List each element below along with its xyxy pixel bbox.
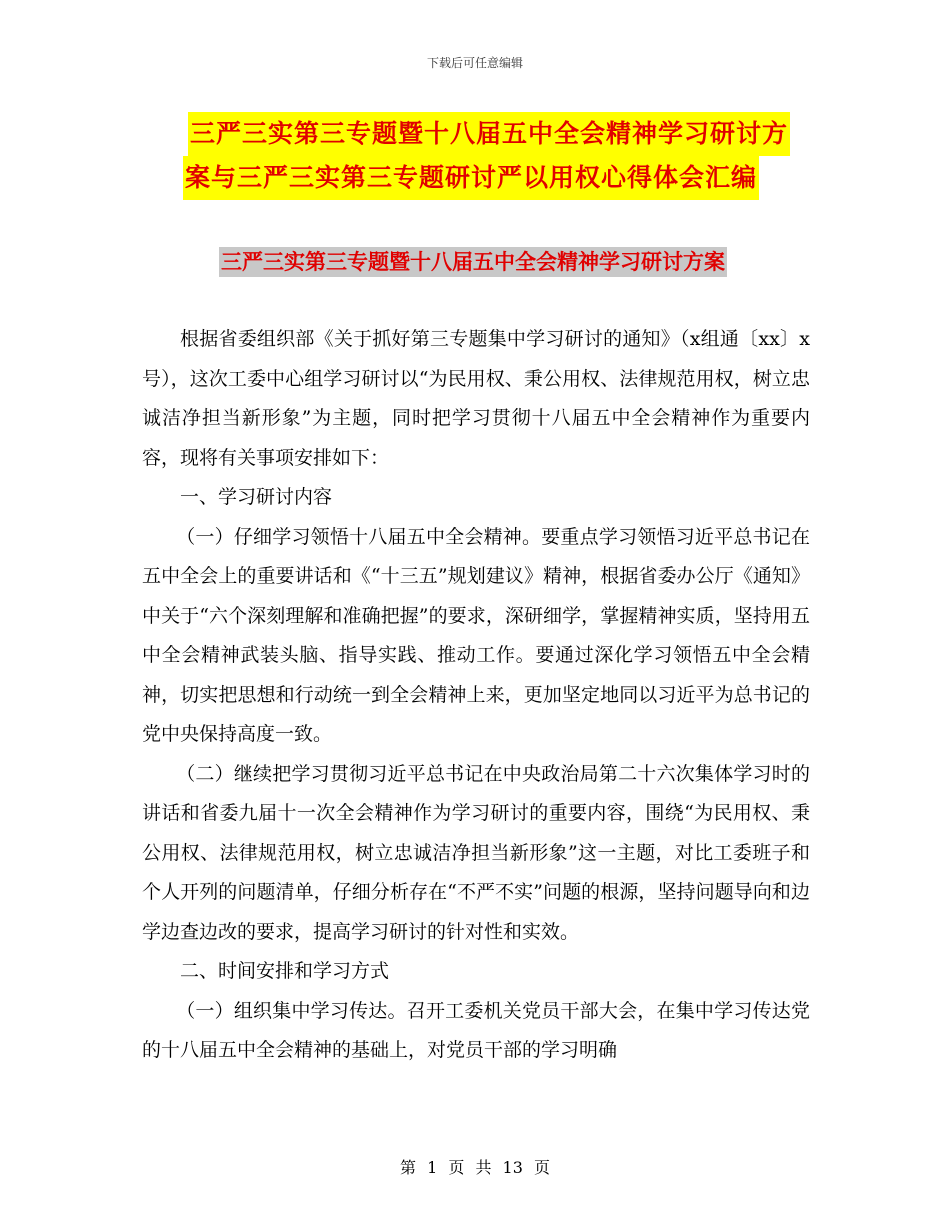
paragraph-item-2: （二）继续把学习贯彻习近平总书记在中央政治局第二十六次集体学习时的讲话和省委九届十一次全会精神作为学习研讨的重要内容，围绕“为民用权、秉公用权、法律规范用权，树立忠诚洁净担当新形象”这一主题，对比工委班子和个人开列的问题清单，仔细分析存在“不严不实”问题的根源，坚持问题导向和边学边查边改的要求，提高学习研讨的针对性和实效。 (142, 762, 810, 943)
paragraph-item-1: （一）仔细学习领悟十八届五中全会精神。要重点学习领悟习近平总书记在五中全会上的重要讲话和《“十三五”规划建议》精神，根据省委办公厅《通知》中关于“六个深刻理解和准确把握”的要求，深研细学，掌握精神实质，坚持用五中全会精神武装头脑、指导实践、推动工作。要通过深化学习领悟五中全会精神，切实把思想和行动统一到全会精神上来，更加坚定地同以习近平为总书记的党中央保持高度一致。 (142, 525, 810, 745)
document-title-line-1: 三严三实第三专题暨十八届五中全会精神学习研讨方 (188, 112, 790, 156)
document-title-line-2: 案与三严三实第三专题研讨严以用权心得体会汇编 (183, 156, 759, 200)
section-title: 三严三实第三专题暨十八届五中全会精神学习研讨方案 (219, 247, 727, 277)
paragraph-item-3: （一）组织集中学习传达。召开工委机关党员干部大会，在集中学习传达党的十八届五中全会精神的基础上，对党员干部的学习明确 (142, 999, 810, 1061)
document-body (142, 320, 810, 1071)
page-header-note: 下载后可任意编辑 (426, 56, 523, 70)
heading-study-content: 一、学习研讨内容 (180, 486, 333, 508)
heading-schedule: 二、时间安排和学习方式 (180, 960, 390, 982)
paragraph-intro: 根据省委组织部《关于抓好第三专题集中学习研讨的通知》（x组通〔xx〕x号），这次工委中心组学习研讨以“为民用权、秉公用权、法律规范用权，树立忠诚洁净担当新形象”为主题，同时把学习贯彻十八届五中全会精神作为重要内容，现将有关事项安排如下： (142, 328, 810, 469)
page-number: 第 1 页 共 13 页 (400, 1158, 550, 1177)
document-title (185, 112, 828, 200)
